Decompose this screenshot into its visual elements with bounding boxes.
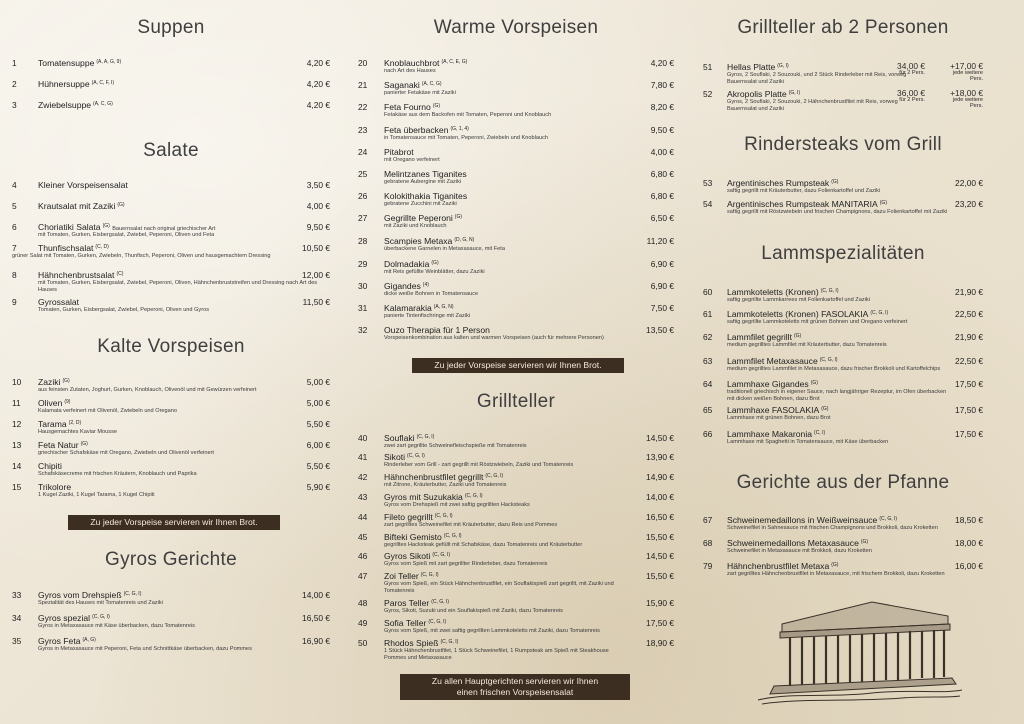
section-title-grillteller: Grillteller: [476, 391, 556, 412]
section-title-warme-vorspeisen: Warme Vorspeisen: [433, 17, 599, 38]
section-title-kalte-vorspeisen: Kalte Vorspeisen: [97, 336, 245, 357]
section-title-gyros: Gyros Gerichte: [105, 549, 237, 570]
menu-page: Suppen 1 Tomatensuppe $^{(A, A, G, 9)}$ 4,20 € 2 Hühnersuppe $^{(A, C, F, I)}$ 4,20 € 3 Zwiebelsuppe $^{(A, C, G)}$ 4,20 € Salate 4 Kleiner Vorspeisensalat 3,50 € 5 Krautsalat mit Zaziki $^{(G)}$ 4,00 € 6 Choriatiki Salata $^{(G)}$ Bauernsalat nach original griechischer Art mit Tomaten, Gurken, Eisbergsalat, Zwiebel, Peperoni, Oliven und Feta 9,50 € 7 Thunfischsalat $^{(C, D)}$ grüner Salat mit Tomaten, Gurken, Zwiebeln, Thunfisch, Peperoni, Oliven und hausgemachtem Dressing 10,50 € 8 Hähnchenbrustsalat $^{(C)}$ mit Tomaten, Gurken, Eisbergsalat, Zwiebel, Peperoni, Oliven, Hähnchenbruststreifen und Dressing nach Art des Hauses 12,00 € 9 Gyrossalat Tomaten, Gurken, Eisbergsalat, Zwiebel, Peperoni, Oliven und Gyros 11,50 € Kalte Vorspeisen 10 Zaziki $^{(G)}$ aus feinsten Zutaten, Joghurt, Gurken, Knoblauch, Olivenöl und mit Gewürzen verfeinert 5,00 € 11 Oliven $^{(9)}$ Kalamata verfeinert mit Olivenöl, Zwiebeln und Oregano 5,00 € 12 Tarama $^{(2, D)}$ Hausgemachtes Kaviar Mousse 5,50 € 13 Feta Natur $^{(G)}$ griechischer Schafskäse mit Oregano, Zwiebeln und Olivenöl verfeinert 6,00 € 14 Chipiti Schafskäsecreme mit frischen Kräutern, Knoblauch und Paprika 5,50 € 15 Trikolore 1 Kugel Zaziki, 1 Kugel Tarama, 1 Kugel Chipiti 5,90 € Zu jeder Vorspeise servieren wir Ihnen Brot. Gyros Gerichte 33 Gyros vom Drehspieß $^{(C, G, I)}$ Spezialität des Hauses mit Tomatenreis und Zaziki 14,00 € 34 Gyros spezial $^{(C, G, I)}$ Gyros in Metaxasauce mit Käse überbacken, dazu Tomatenreis 16,50 € 35 Gyros Feta $^{(A, G)}$ Gyros in Metaxasauce mit Peperoni, Feta und Schnittkäse überbacken, dazu Pommes 16,90 € Warme Vorspeisen 20 Knoblauchbrot $^{(A, C, E, G)}$ nach Art des Hauses 4,20 € 21 Saganaki $^{(A, C, G)}$ panierter Fetakäse mit Zaziki 7,80 € 22 Feta Fourno $^{(G)}$ Fetakäse aus dem Backofen mit Tomaten, Peperoni und Knoblauch 8,20 € 23 Feta überbacken $^{(G, 1, 4)}$ in Tomatensauce mit Tomaten, Peperoni, Zwiebeln und Knoblauch 9,50 € 24 Pitabrot mit Oregano verfeinert 4,00 € 25 Melintzanes Tiganites gebratene Aubergine mit Zaziki 6,80 € 26 Kolokithakia Tiganites gebratene Zucchini mit Zaziki 6,80 € 27 Gegrillte Peperoni $^{(G)}$ mit Zaziki und Knoblauch 6,50 € 28 Scampies Metaxa $^{(D, G, N)}$ überbackene Garnelen in Metaxasauce, mit Feta 11,20 € 29 Dolmadakia $^{(G)}$ mit Reis gefüllte Weinblätter, dazu Zaziki 6,90 € 30 Gigandes $^{(4)}$ dicke weiße Bohnen in Tomatensauce 6,90 € 31 Kalamarakia $^{(A, G, N)}$ panierte Tintenfischringe mit Zaziki 7,50 € 32 Ouzo Therapia für 1 Person Vorspeisenkombination aus kalten und warmen Vorspeisen (auch für mehrere Personen) 13,50 € Zu jeder Vorspeise servieren wir Ihnen Brot. Grillteller 40 Souflaki $^{(C, G, I)}$ zwei zart gegrillte Schweinefleischspieße mit Tomatenreis 14,50 € 41 Sikoti $^{(C, G, I)}$ Rinderleber vom Grill - zart gegrillt mit Röstzwiebeln, Zaziki und Tomatenreis 13,90 € 42 Hähnchenbrustfilet gegrillt $^{(C, G, I)}$ mit Zitrone, Kräuterbutter, Zaziki und Tomatenreis 14,90 € 43 Gyros mit Suzukakia $^{(C, G, I)}$ Gyros vom Drehspieß mit zwei saftig gegrillten Hacksteaks 14,00 € 44 Fileto gegrillt $^{(C, G, I)}$ zart gegrilltes Schweinefilet mit Kräuterbutter, dazu Reis und Pommes 16,50 € 45 Bifteki Gemisto $^{(C, G, I)}$ gegrilltes Hacksteak gefüllt mit Schafskäse, dazu Tomatenreis und Kräuterbutter 15,50 € 46 Gyros Sikoti $^{(C, G, I)}$ Gyros vom Spieß mit zart gegrillter Rinderleber, dazu Tomatenreis 14,50 € 47 Zoi Teller $^{(C, G, I)}$ Gyros vom Spieß, ein Stück Hähnchenbrustfilet, ein Souflakispieß zart gegrillt, mit Zaziki und Tomatenreis 15,50 € 48 Paros Teller $^{(C, G, I)}$ Gyros, Sikoti, Suzuki und ein Souflakispieß mit Zaziki, dazu Tomatenreis 15,90 € 49 Sofia Teller $^{(C, G, I)}$ Gyros vom Spieß, mit zwei saftig gegrillten Lammkoteletts mit Zaziki, dazu Tomatenreis 17,50 € 50 Rhodos Spieß $^{(C, G, I)}$ 1 Stück Hähnchenbrustfilet, 1 Stück Schweinefilet, 1 Rumpsteak am Spieß mit Steakhouse Pommes und Metaxasauce 18,90 € Zu allen Hauptgerichten servieren wir Ihnen einen frischen Vorspeisensalat Grillteller ab 2 Personen 51 Hellas Platte $^{(G, I)}$ Gyros, 2 Souflaki, 2 Souzouki, und 2 Stück Rinderleber mit Reis, vorweg Bauernsalat und Zaziki 34,00 € für 2 Pers. +17,00 € jede weitere Pers. 52 Akropolis Platte $^{(G, I)}$ Gyros, 2 Souflaki, 2 Souzouki, 2 Hähnchenbrustfilet mit Reis, vorweg Bauernsalat und Zaziki 36,00 € für 2 Pers. +18,00 € jede weitere Pers. Rindersteaks vom Grill 53 Argentinisches Rumpsteak $^{(G)}$ saftig gegrillt mit Kräuterbutter, dazu Folienkartoffel und Zaziki 22,00 € 54 Argentinisches Rumpsteak MANITARIA $^{(G)}$ saftig gegrillt mit Röstzwiebeln und frischen Champignons, dazu Folienkartoffel mit Zaziki 23,20 € Lammspezialitäten 60 Lammkoteletts (Kronen) $^{(C, G, I)}$ saftig gegrillte Lammkarrees mit Folienkartoffel und Zaziki 21,90 € 61 Lammkoteletts (Kronen) FASOLAKIA $^{(C, G, I)}$ saftig gegrillte Lammkoteletts mit grünen Bohnen und Oregano verfeinert 22,50 € 62 Lammfilet gegrillt $^{(G)}$ medium gegrilltes Lammfilet mit Kräuterbutter, dazu Tomatenreis 21,90 € 63 Lammfilet Metaxasauce $^{(C, G, I)}$ medium gegrilltes Lammfilet in Metaxasauce, dazu frischer Brokkoli und Kartoffelchips 22,50 € 64 Lammhaxe Gigandes $^{(G)}$ traditionell griechisch in eigener Sauce, nach langjähriger Rezeptur, im Ofen überbacken mit dicken weißen Bohnen, dazu Brot 17,50 € 65 Lammhaxe FASOLAKIA $^{(G)}$ Lammhaxe mit grünen Bohnen, dazu Brot 17,50 € 66 Lammhaxe Makaronia $^{(C, I)}$ Lammhaxe mit Spaghetti in Tomatensauce, mit Käse überbacken 17,50 € Gerichte aus der Pfanne 67 Schweinemedaillons in Weißweinsauce $^{(C, G, I)}$ Schweinefilet in Sahnesauce mit frischen Champignons und Brokkoli, dazu Kroketten 18,50 € 68 Schweinemedaillons Metaxasauce $^{(G)}$ Schweinefilet in Metaxasauce mit Brokkoli, dazu Kroketten 18,00 € 79 Hähnchenbrustfilet Metaxa $^{(G)}$ zart gegrilltes Hähnchenbrustfilet in Metaxasauce, mit frischem Brokkoli, dazu Kroketten 16,00 €: [0, 0, 1024, 724]
section-title-rindersteaks: Rindersteaks vom Grill: [744, 134, 942, 155]
section-title-lammspezialitaeten: Lammspezialitäten: [761, 243, 925, 264]
parthenon-temple-icon: [752, 594, 964, 706]
salad-banner: Zu allen Hauptgerichten servieren wir Ihnen einen frischen Vorspeisensalat: [400, 674, 630, 700]
bread-banner-left: Zu jeder Vorspeise servieren wir Ihnen Brot.: [68, 515, 280, 530]
bread-banner-middle: Zu jeder Vorspeise servieren wir Ihnen Brot.: [412, 358, 624, 373]
section-title-salate: Salate: [143, 140, 199, 161]
section-title-pfanne: Gerichte aus der Pfanne: [736, 472, 950, 493]
section-title-grillteller-2-personen: Grillteller ab 2 Personen: [737, 17, 949, 38]
section-title-suppen: Suppen: [137, 17, 205, 38]
